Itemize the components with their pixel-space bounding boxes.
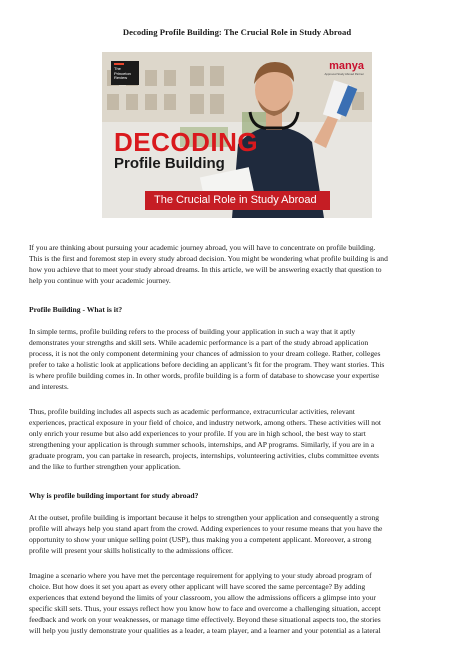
manya-logo-name: manya	[329, 60, 364, 72]
paragraph-4	[29, 570, 445, 637]
banner-headline-profile-building: Profile Building	[114, 155, 225, 172]
logo-left-line-3: Review	[114, 75, 128, 81]
text-line: strengthening your application is through summer schools, internships, and AP programs. Similarly, if you are in a	[29, 440, 375, 450]
text-line: If you are thinking about pursuing your academic journey abroad, you will have to concentrate on profile building.	[29, 243, 376, 252]
text-line: choice. But how does it set you apart as every other applicant will have scored the same percentage? By adding	[29, 582, 366, 592]
banner-image	[102, 52, 372, 218]
text-line: profile will present your skills holistically to the admissions officer.	[29, 546, 234, 556]
text-line: help you continue with your academic journey.	[29, 276, 171, 286]
text-line: This is the first and foremost step in every study abroad decision. You might be wondering what profile building is and	[29, 254, 388, 264]
banner-strip-text: The Crucial Role in Study Abroad	[154, 194, 317, 206]
text-line: Imagine a scenario where you have met the percentage requirement for applying to your study abroad program of	[29, 571, 372, 580]
text-line: profile will always help you stand apart from the crowd. Adding experiences to your resume means that you have the	[29, 524, 383, 534]
paragraph-1	[29, 326, 445, 393]
section-heading-why-important: Why is profile building important for study abroad?	[29, 491, 199, 500]
text-line: prefer to take a holistic look at applications before deciding an applicant’s fit for the program. They want stories. This	[29, 360, 385, 370]
text-line: process, it is not the only component determining your chances of admission to your dream college. Rather, colleges	[29, 349, 381, 359]
banner-headline-decoding: DECODING	[114, 127, 259, 157]
text-line: experiences, practical exposure in your field of choice, and industry network, among others. These activities will not	[29, 418, 381, 428]
section-heading-what-is-it: Profile Building - What is it?	[29, 305, 123, 314]
text-line: how you achieve that to meet your study abroad dreams. In this article, we will be answering exactly that question to	[29, 265, 382, 275]
text-line: graduate program, you can partake in research, projects, internships, volunteering activities, clubs committee events	[29, 451, 379, 461]
text-line: will help you justly demonstrate your qualities as a leader, a team player, and a learner and your potential as a lateral	[29, 626, 381, 636]
intro-paragraph	[29, 242, 445, 286]
document-title: Decoding Profile Building: The Crucial Role in Study Abroad	[122, 27, 352, 37]
text-line: only enrich your resume but also add experiences to your profile. If you are in high school, the best way to start	[29, 429, 366, 439]
text-line: At the outset, profile building is important because it helps to strengthen your application and consequently a strong	[29, 513, 380, 522]
manya-logo	[314, 61, 364, 78]
text-line: demonstrates your strengths and skill sets. While academic performance is a part of the study abroad application	[29, 338, 369, 348]
princeton-review-logo	[111, 61, 139, 85]
text-line: Thus, profile building includes all aspects such as academic performance, extracurricular activities, relevant	[29, 407, 355, 416]
manya-logo-tagline: Approved Study Abroad Partner	[324, 72, 364, 76]
logo-accent-bar	[114, 63, 124, 65]
text-line: is where profile building comes in. In other words, profile building is a form of database to showcase your expertise	[29, 371, 380, 381]
text-line: experiences that extend beyond the limits of your classroom, you allow the admissions officers a glimpse into your	[29, 593, 376, 603]
text-line: opportunity to show your unique selling point (USP), thus making you a competent applicant. Moreover, a strong	[29, 535, 372, 545]
text-line: specific skill sets. Thus, your essays reflect how you know how to face and overcome a challenging situation, accept	[29, 604, 381, 614]
paragraph-3	[29, 512, 445, 556]
text-line: feedback and work on your weaknesses, or manage time effectively. Beyond these situational aspects too, the stories	[29, 615, 381, 625]
logo-left-line-1: The	[114, 66, 121, 71]
text-line: and the like to further strengthen your application.	[29, 462, 181, 472]
text-line: In simple terms, profile building refers to the process of building your application in such a way that it aptly	[29, 327, 356, 336]
paragraph-2	[29, 406, 445, 473]
text-line: and interests.	[29, 382, 69, 392]
logo-left-line-2: Princeton	[114, 70, 131, 76]
